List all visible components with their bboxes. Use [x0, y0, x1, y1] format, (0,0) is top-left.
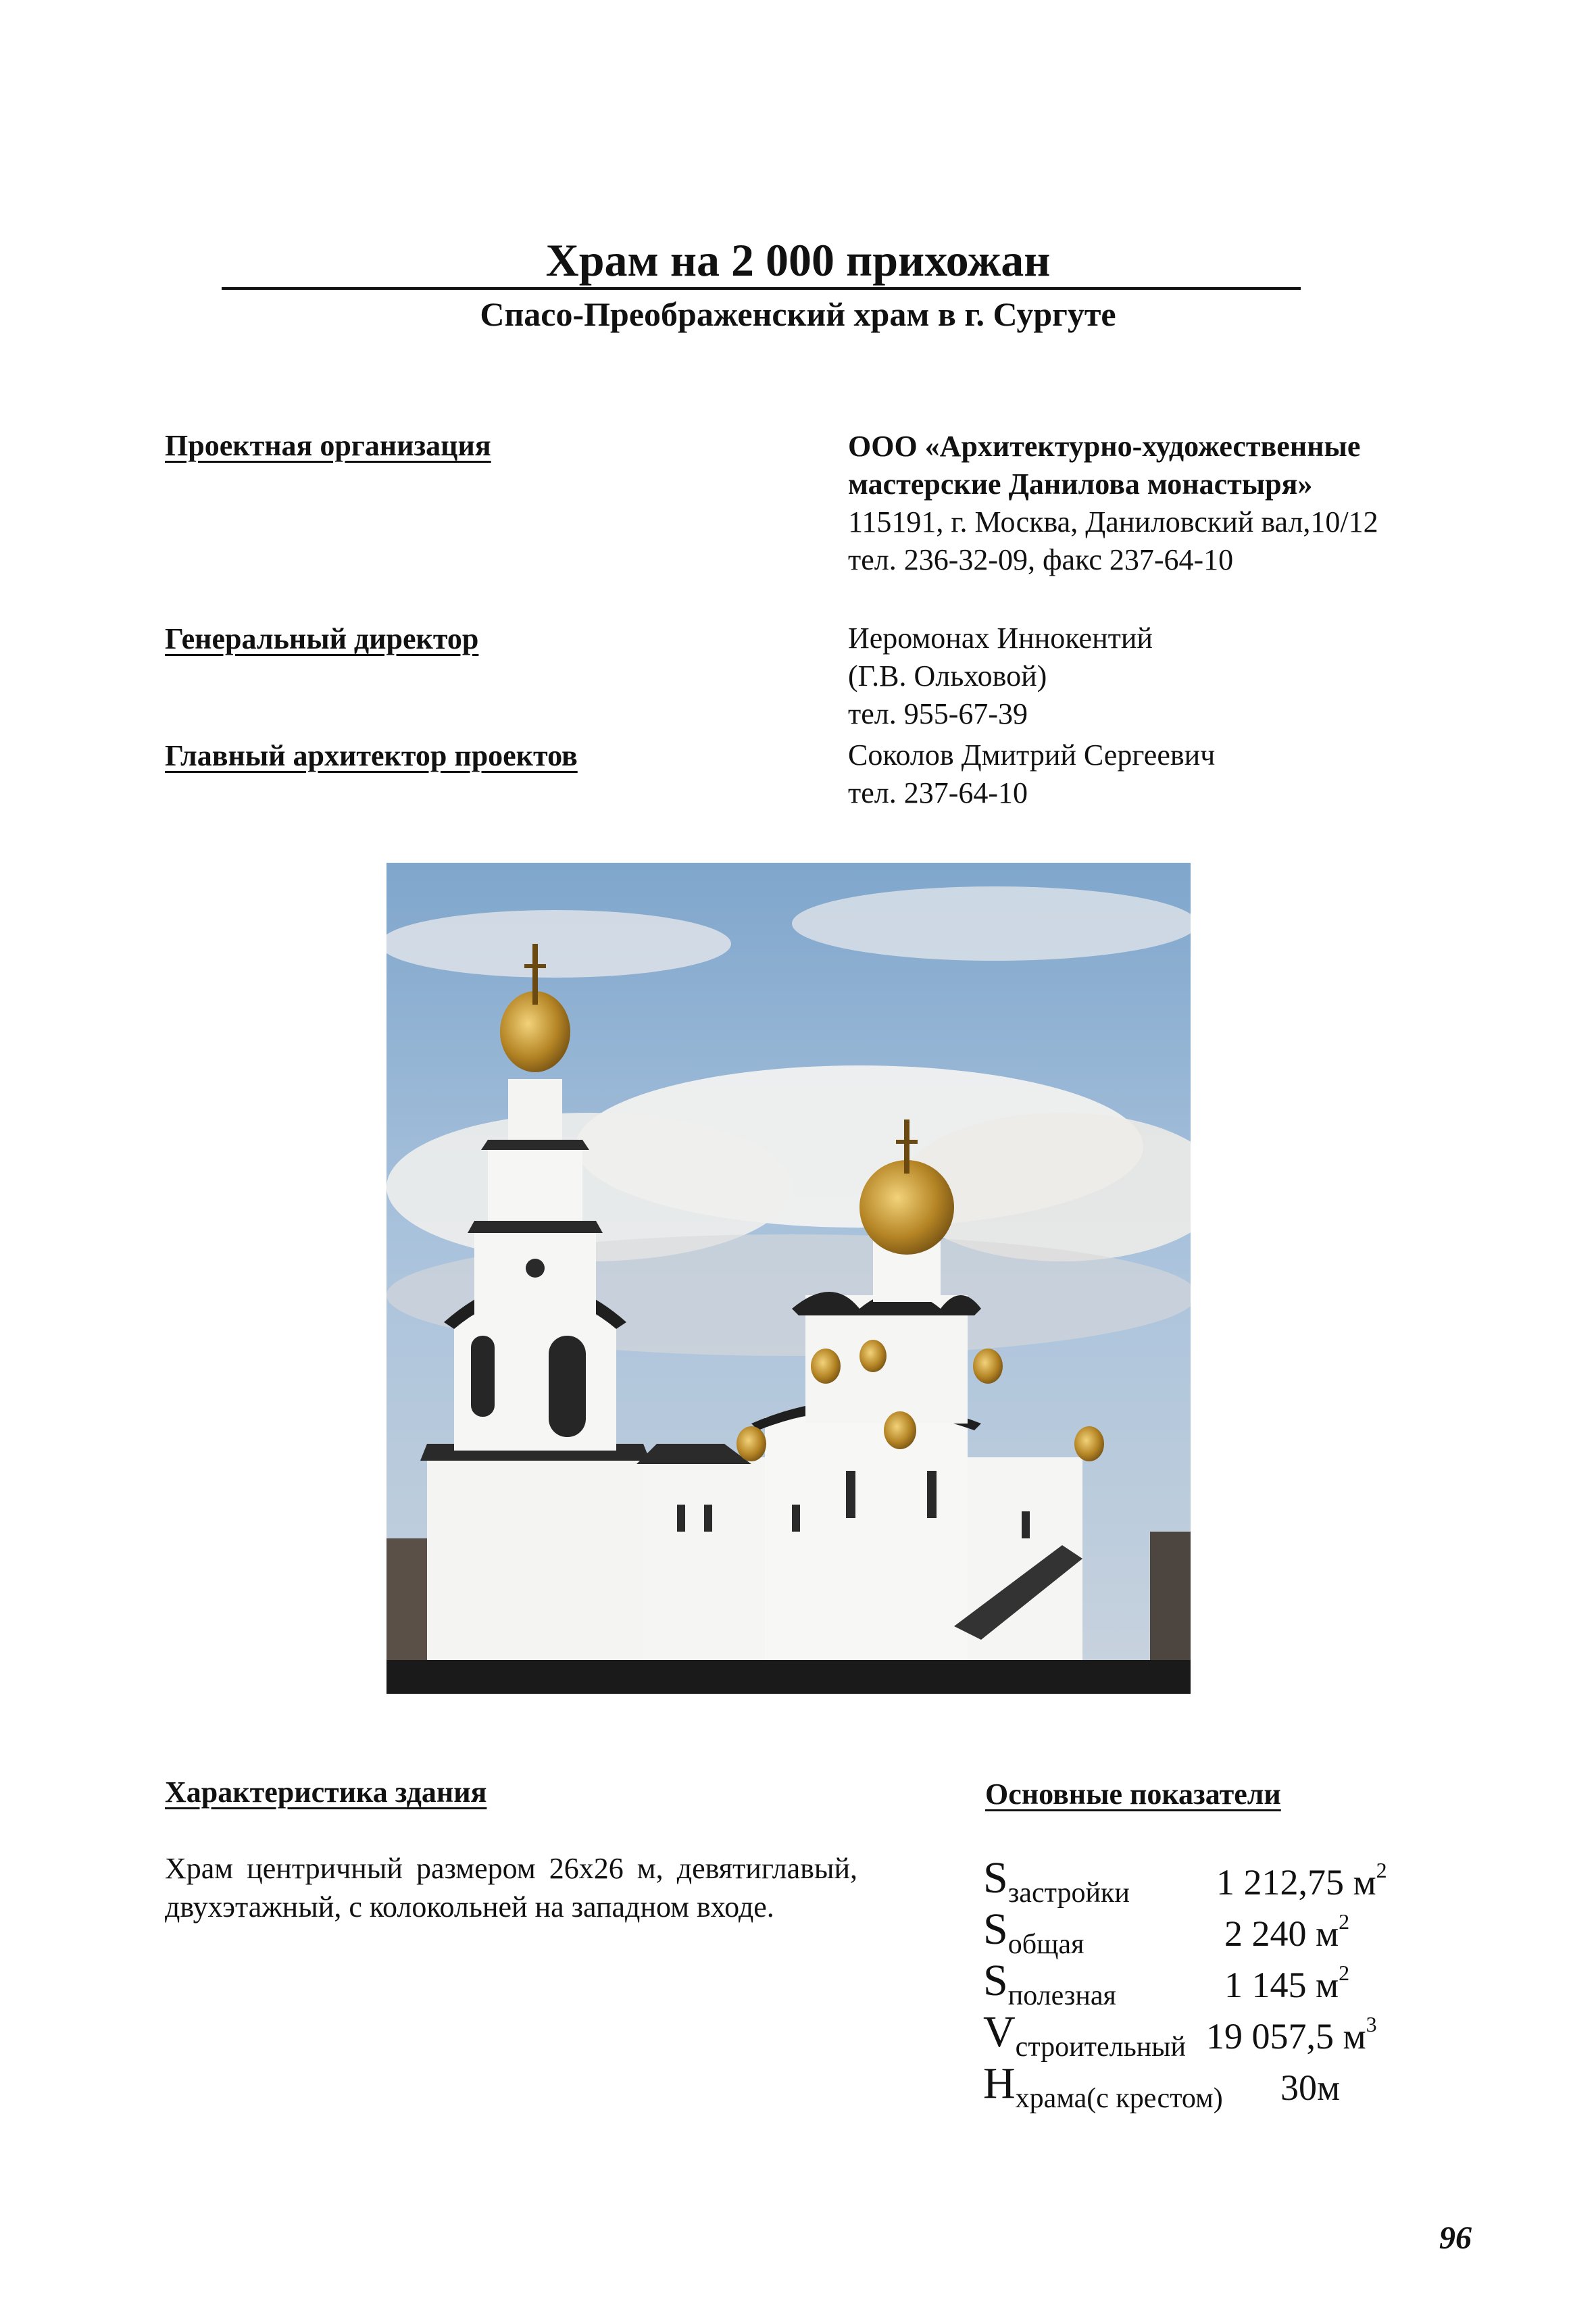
indicator-value: 19 057,5 $м^3$	[1206, 2012, 1377, 2057]
indicator-value: 1 145 $м^2$	[1224, 1961, 1350, 2005]
indicator-key: Sполезная	[983, 1956, 1116, 2011]
document-subtitle: Спасо-Преображенский храм в г. Сургуте	[480, 295, 1116, 333]
org-label: Проектная организация	[165, 429, 491, 462]
indicator-value: 2 240 $м^2$	[1224, 1909, 1350, 1954]
indicator-value: 30м	[1280, 2067, 1341, 2108]
org-name-line1: ООО «Архитектурно-художественные	[848, 430, 1361, 463]
characteristics-label: Характеристика здания	[165, 1776, 487, 1809]
page-number: 96	[1439, 2220, 1472, 2256]
org-info	[848, 428, 1524, 579]
characteristics-text: Храм центричный размером 26х26 м, девятиглавый, двухэтажный, с колокольней на западном входе.	[165, 1852, 857, 1923]
director-label: Генеральный директор	[165, 622, 479, 655]
architect-name: Соколов Дмитрий Сергеевич	[848, 738, 1216, 772]
architect-label: Главный архитектор проектов	[165, 739, 578, 772]
title-underline	[222, 287, 1301, 290]
org-name-line2: мастерские Данилова монастыря»	[848, 468, 1313, 501]
indicator-key: Hхрама(с крестом)	[983, 2059, 1223, 2114]
director-name: Иеромонах Иннокентий	[848, 622, 1153, 655]
indicator-key: Vстроительный	[983, 2007, 1186, 2063]
director-alias: (Г.В. Ольховой)	[848, 659, 1047, 693]
architect-phone: тел. 237-64-10	[848, 776, 1028, 809]
indicator-key: Sобщая	[983, 1905, 1084, 1960]
indicator-key: Sзастройки	[983, 1853, 1130, 1909]
org-phone: тел. 236-32-09, факс 237-64-10	[848, 543, 1234, 576]
director-phone: тел. 955-67-39	[848, 697, 1028, 730]
document-title: Храм на 2 000 прихожан	[545, 234, 1051, 286]
architect-info	[848, 736, 1524, 812]
indicator-value: 1 212,75 $м^2$	[1216, 1858, 1387, 1903]
director-info	[848, 620, 1524, 733]
org-address: 115191, г. Москва, Даниловский вал,10/12	[848, 505, 1378, 538]
church-photo	[386, 863, 1191, 1694]
indicators-label: Основные показатели	[985, 1778, 1281, 1811]
